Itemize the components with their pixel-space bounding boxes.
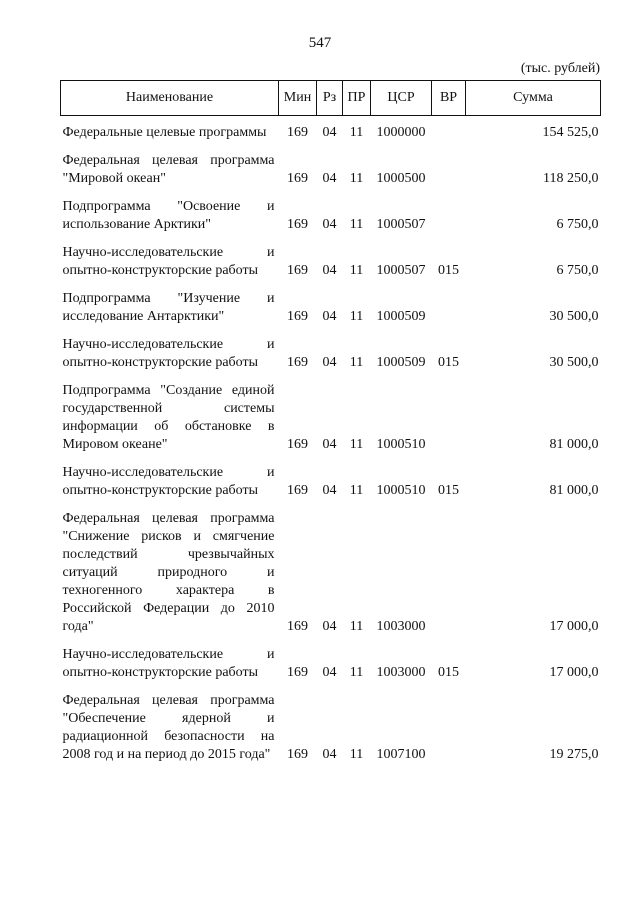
- table-row: [61, 145, 601, 191]
- cell-pr: 11: [349, 619, 364, 634]
- cell-name: Научно-исследовательские и опытно-конструкторские работы: [62, 465, 275, 498]
- cell-vr: 015: [438, 355, 459, 370]
- cell-sum: 19 275,0: [549, 747, 599, 762]
- table-header: [61, 81, 601, 116]
- cell-csr: 1000509: [376, 355, 426, 370]
- cell-min: 169: [287, 355, 308, 370]
- cell-rz: 04: [322, 619, 337, 634]
- cell-name: Подпрограмма "Изучение и исследование Антарктики": [62, 291, 275, 324]
- cell-name: Научно-исследовательские и опытно-конструкторские работы: [62, 337, 275, 370]
- cell-rz: 04: [322, 437, 337, 452]
- table-row: [61, 283, 601, 329]
- cell-rz: 04: [322, 263, 337, 278]
- table-row: [61, 191, 601, 237]
- cell-rz: 04: [322, 483, 337, 498]
- table-row: [61, 457, 601, 503]
- header-csr: ЦСР: [371, 81, 432, 116]
- table-row: [61, 116, 601, 146]
- cell-name: Федеральная целевая программа "Обеспечение ядерной и радиационной безопасности на 2008 год и на период до 2015 года": [62, 693, 275, 762]
- cell-vr: 015: [438, 483, 459, 498]
- cell-csr: 1003000: [376, 619, 426, 634]
- cell-pr: 11: [349, 747, 364, 762]
- cell-vr: [432, 191, 466, 237]
- cell-min: 169: [287, 483, 308, 498]
- cell-name: Федеральная целевая программа "Снижение рисков и смягчение последствий чрезвычайных ситуаций природного и техногенного характера в Российской Федерации до 2010 года": [62, 511, 275, 634]
- table-row: [61, 639, 601, 685]
- cell-csr: 1003000: [376, 665, 426, 680]
- cell-name: Федеральная целевая программа "Мировой океан": [62, 153, 275, 186]
- cell-min: 169: [287, 747, 308, 762]
- cell-name: Научно-исследовательские и опытно-конструкторские работы: [62, 245, 275, 278]
- cell-pr: 11: [349, 263, 364, 278]
- cell-rz: 04: [322, 171, 337, 186]
- cell-rz: 04: [322, 217, 337, 232]
- cell-csr: 1000000: [376, 125, 426, 140]
- cell-min: 169: [287, 217, 308, 232]
- cell-sum: 6 750,0: [556, 263, 599, 278]
- cell-csr: 1000510: [376, 437, 426, 452]
- cell-csr: 1000507: [376, 217, 426, 232]
- header-pr: ПР: [343, 81, 371, 116]
- table-row: [61, 329, 601, 375]
- table-row: [61, 375, 601, 457]
- cell-pr: 11: [349, 309, 364, 324]
- cell-sum: 6 750,0: [556, 217, 599, 232]
- table-row: [61, 685, 601, 767]
- cell-rz: 04: [322, 665, 337, 680]
- cell-vr: [432, 116, 466, 146]
- cell-rz: 04: [322, 309, 337, 324]
- cell-min: 169: [287, 263, 308, 278]
- cell-sum: 118 250,0: [543, 171, 599, 186]
- table-row: [61, 237, 601, 283]
- cell-sum: 30 500,0: [549, 309, 599, 324]
- cell-name: Подпрограмма "Создание единой государственной системы информации об обстановке в Мировом океане": [62, 383, 275, 452]
- cell-sum: 17 000,0: [549, 665, 599, 680]
- cell-vr: [432, 375, 466, 457]
- cell-pr: 11: [349, 171, 364, 186]
- cell-vr: 015: [438, 665, 459, 680]
- page-number: 547: [308, 35, 332, 51]
- cell-sum: 154 525,0: [542, 125, 599, 140]
- cell-vr: [432, 685, 466, 767]
- table-body: [61, 116, 601, 768]
- cell-csr: 1000510: [376, 483, 426, 498]
- budget-table: [60, 80, 601, 767]
- cell-min: 169: [287, 171, 308, 186]
- cell-pr: 11: [349, 125, 364, 140]
- table-row: [61, 503, 601, 639]
- cell-csr: 1007100: [376, 747, 426, 762]
- cell-rz: 04: [322, 747, 337, 762]
- cell-min: 169: [287, 437, 308, 452]
- cell-csr: 1000500: [376, 171, 426, 186]
- cell-pr: 11: [349, 437, 364, 452]
- cell-name: Подпрограмма "Освоение и использование Арктики": [62, 199, 275, 232]
- cell-sum: 17 000,0: [549, 619, 599, 634]
- cell-vr: [432, 503, 466, 639]
- cell-rz: 04: [322, 125, 337, 140]
- cell-name: Федеральные целевые программы: [62, 125, 267, 140]
- cell-vr: [432, 145, 466, 191]
- cell-name: Научно-исследовательские и опытно-конструкторские работы: [62, 647, 275, 680]
- cell-csr: 1000509: [376, 309, 426, 324]
- cell-sum: 81 000,0: [549, 483, 599, 498]
- cell-min: 169: [287, 309, 308, 324]
- cell-vr: 015: [438, 263, 459, 278]
- cell-pr: 11: [349, 355, 364, 370]
- header-vr: ВР: [432, 81, 466, 116]
- units-note: (тыс. рублей): [520, 61, 600, 76]
- cell-pr: 11: [349, 483, 364, 498]
- cell-pr: 11: [349, 217, 364, 232]
- cell-min: 169: [287, 665, 308, 680]
- cell-pr: 11: [349, 665, 364, 680]
- header-sum: Сумма: [466, 81, 601, 116]
- cell-csr: 1000507: [376, 263, 426, 278]
- header-min: Мин: [279, 81, 317, 116]
- cell-sum: 30 500,0: [549, 355, 599, 370]
- cell-rz: 04: [322, 355, 337, 370]
- cell-vr: [432, 283, 466, 329]
- cell-sum: 81 000,0: [549, 437, 599, 452]
- cell-min: 169: [287, 125, 308, 140]
- cell-min: 169: [287, 619, 308, 634]
- header-rz: Рз: [317, 81, 343, 116]
- header-name: Наименование: [61, 81, 279, 116]
